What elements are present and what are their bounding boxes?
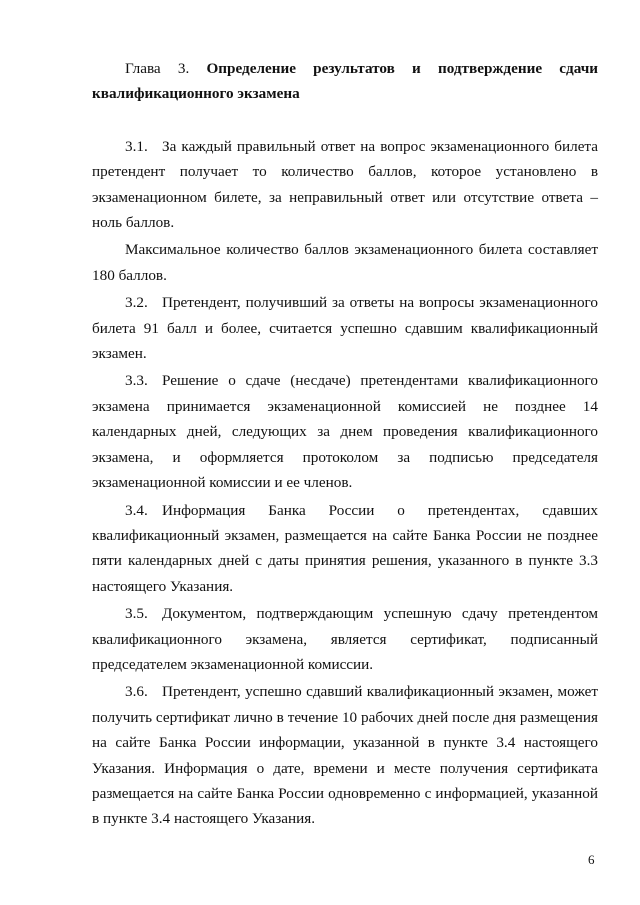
paragraph-3-5 [92, 601, 598, 677]
paragraph-number: 3.1. [125, 137, 148, 155]
paragraph-text: Максимальное количество баллов экзаменационного билета составляет 180 баллов. [92, 241, 598, 284]
paragraph-3-2 [92, 290, 598, 366]
paragraph-number: 3.6. [125, 683, 148, 701]
paragraph-text: Информация Банка России о претендентах, сдавших квалификационный экзамен, размещается на сайте Банка России не позднее пяти календарных дней с даты принятия решения, указанного в пункте 3.3 настоящего Указания. [92, 501, 598, 595]
paragraph-number: 3.3. [125, 372, 148, 390]
paragraph-text: За каждый правильный ответ на вопрос экзаменационного билета претендент получает то количество баллов, которое установлено в экзаменационном билете, за неправильный ответ или отсутствие ответа – ноль баллов. [92, 137, 598, 232]
paragraph-text: Претендент, успешно сдавший квалификационный экзамен, может получить сертификат лично в течение 10 рабочих дней после дня размещения на сайте Банка России информации, указанной в пункте 3.4 настоящего Указания. Информация о дате, времени и месте получения сертификата размещается на сайте Банка России одновременно с информацией, указанной в пункте 3.4 настоящего Указания. [92, 683, 598, 828]
paragraph-3-1 [92, 134, 598, 236]
paragraph-text: Решение о сдаче (несдаче) претендентами квалификационного экзамена принимается экзаменационной комиссией не позднее 14 календарных дней, следующих за днем проведения квалификационного экзамена, и оформляется протоколом за подписью председателя экзаменационной комиссии и ее членов. [92, 372, 598, 492]
paragraph-3-3 [92, 368, 598, 495]
chapter-heading [92, 56, 598, 107]
document-body [92, 56, 598, 834]
paragraph-3-4 [92, 498, 598, 600]
heading-spacer [92, 107, 598, 134]
paragraph-number: 3.2. [125, 294, 148, 312]
paragraph-text: Документом, подтверждающим успешную сдачу претендентом квалификационного экзамена, является сертификат, подписанный председателем экзаменационной комиссии. [92, 605, 598, 673]
paragraph-number: 3.4. [125, 501, 148, 519]
chapter-prefix: Глава 3. [125, 60, 190, 77]
paragraph-3-6 [92, 679, 598, 831]
chapter-title: Определение результатов и подтверждение сдачи квалификационного экзамена [92, 60, 599, 103]
paragraph-text: Претендент, получивший за ответы на вопросы экзаменационного билета 91 балл и более, считается успешно сдавшим квалификационный экзамен. [92, 294, 598, 363]
paragraph-number: 3.5. [125, 605, 148, 623]
paragraph-max-score [92, 237, 598, 288]
page-number: 6 [588, 852, 595, 867]
